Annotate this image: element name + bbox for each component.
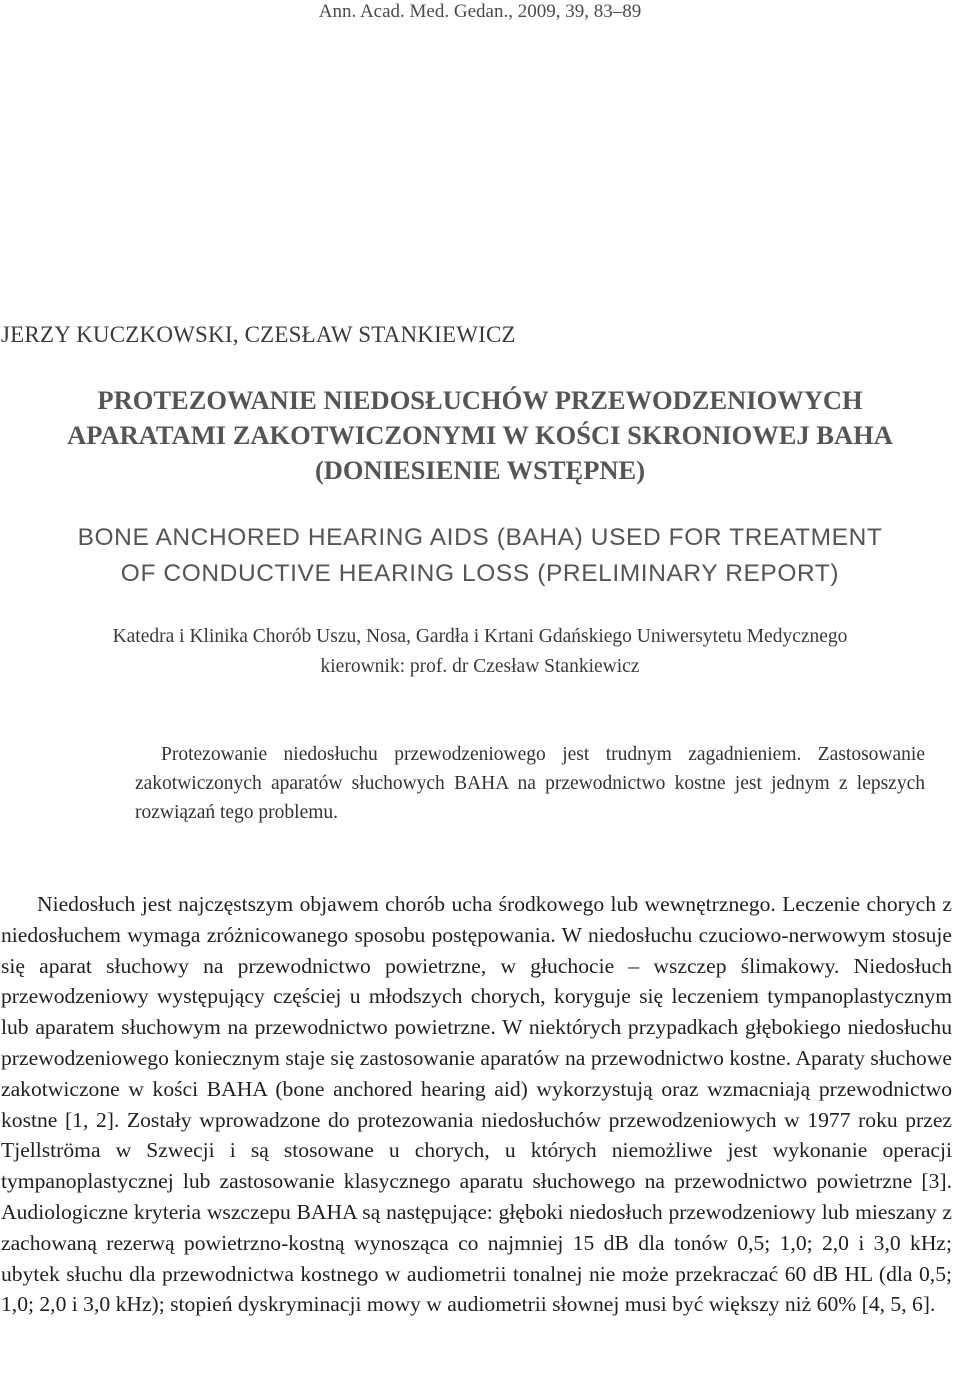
affiliation (0, 622, 960, 682)
abstract-text: Protezowanie niedosłuchu przewodzeniowego jest trudnym zagadnieniem. Zastosowanie zakotwiczonych aparatów słuchowych BAHA na przewodnictwo kostne jest jednym z lepszych rozwiązań tego problemu. (135, 744, 925, 823)
body-paragraph (1, 889, 952, 1320)
authors: JERZY KUCZKOWSKI, CZESŁAW STANKIEWICZ (1, 322, 516, 347)
title-polish-line: APARATAMI ZAKOTWICZONYMI W KOŚCI SKRONIOWEJ BAHA (67, 420, 893, 450)
title-polish (0, 383, 960, 488)
running-head: Ann. Acad. Med. Gedan., 2009, 39, 83–89 (318, 1, 642, 22)
title-polish-line: (DONIESIENIE WSTĘPNE) (314, 455, 646, 485)
title-english-line: BONE ANCHORED HEARING AIDS (BAHA) USED FOR TREATMENT (77, 524, 883, 551)
affiliation-department: Katedra i Klinika Chorób Uszu, Nosa, Gardła i Krtani Gdańskiego Uniwersytetu Medycznego (112, 626, 848, 647)
title-english (0, 520, 960, 592)
body-text: Niedosłuch jest najczęstszym objawem chorób ucha środkowego lub wewnętrznego. Leczenie chorych z niedosłuchem wymaga zróżnicowanego sposobu postępowania. W niedosłuchu czuciowo-nerwowym stosuje się aparat słuchowy na przewodnictwo powietrzne, w głuchocie – wszczep ślimakowy. Niedosłuch przewodzeniowy występujący częściej u młodszych chorych, koryguje się leczeniem tympanoplastycznym lub aparatem słuchowym na przewodnictwo powietrzne. W niektórych przypadkach głębokiego niedosłuchu przewodzeniowego koniecznym staje się zastosowanie aparatów na przewodnictwo kostne. Aparaty słuchowe zakotwiczone w kości BAHA (bone anchored hearing aid) wykorzystują oraz wzmacniają przewodnictwo kostne [1, 2]. Zostały wprowadzone do protezowania niedosłuchów przewodzeniowych w 1977 roku przez Tjellströma w Szwecji i są stosowane u chorych, u których niemożliwe jest wykonanie operacji tympanoplastycznej lub zastosowanie klasycznego aparatu słuchowego na przewodnictwo powietrzne [3]. Audiologiczne kryteria wszczepu BAHA są następujące: głęboki niedosłuch przewodzeniowy lub mieszany z zachowaną rezerwą powietrzno-kostną wynosząca co najmniej 15 dB dla tonów 0,5; 1,0; 2,0 i 3,0 kHz; ubytek słuchu dla przewodnictwa kostnego w audiometrii tonalnej nie może przekraczać 60 dB HL (dla 0,5; 1,0; 2,0 i 3,0 kHz); stopień dyskryminacji mowy w audiometrii słownej musi być większy niż 60% [4, 5, 6]. (1, 892, 952, 1317)
abstract (135, 740, 925, 827)
affiliation-head: kierownik: prof. dr Czesław Stankiewicz (320, 656, 640, 677)
title-polish-line: PROTEZOWANIE NIEDOSŁUCHÓW PRZEWODZENIOWYCH (97, 385, 863, 415)
title-english-line: OF CONDUCTIVE HEARING LOSS (PRELIMINARY REPORT) (120, 560, 840, 587)
